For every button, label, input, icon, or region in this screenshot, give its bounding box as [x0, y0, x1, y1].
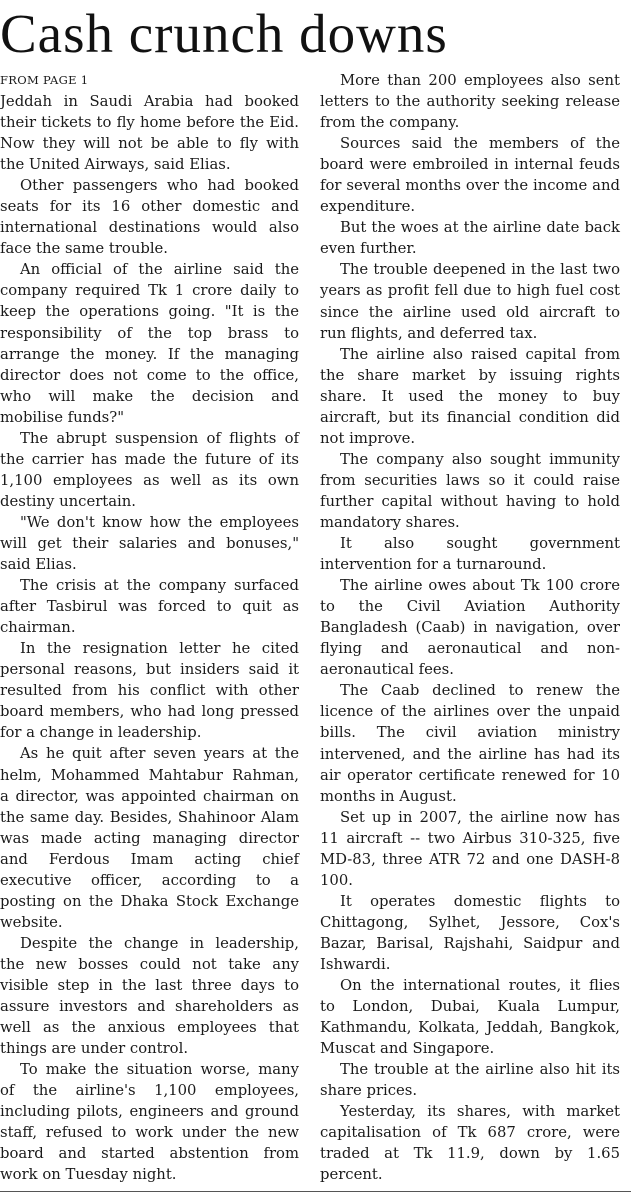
paragraph: It operates domestic flights to Chittagong, Sylhet, Jessore, Cox's Bazar, Barisal, Rajshahi, Saidpur and Ishwardi.: [320, 892, 620, 973]
paragraph: Sources said the members of the board were embroiled in internal feuds for several months over the income and expenditure.: [320, 135, 620, 216]
paragraph: It also sought government intervention for a turnaround.: [320, 535, 620, 574]
paragraph: Set up in 2007, the airline now has 11 aircraft -- two Airbus 310-325, five MD-83, three ATR 72 and one DASH-8 100.: [320, 808, 620, 889]
paragraph: The airline owes about Tk 100 crore to the Civil Aviation Authority Bangladesh (Caab) in navigation, over flying and aeronautical and non-aeronautical fees.: [320, 577, 620, 679]
continuation-kicker: FROM PAGE 1: [0, 73, 89, 87]
paragraph: Yesterday, its shares, with market capitalisation of Tk 687 crore, were traded at Tk 11.9, down by 1.65 percent.: [320, 1103, 620, 1184]
paragraph: The airline also raised capital from the share market by issuing rights share. It used the money to buy aircraft, but its financial condition did not improve.: [320, 345, 620, 447]
paragraph: "We don't know how the employees will get their salaries and bonuses," said Elias.: [0, 513, 299, 574]
paragraph: To make the situation worse, many of the airline's 1,100 employees, including pilots, engineers and ground staff, refused to work under the new board and started abstention from work on Tuesday night.: [0, 1061, 299, 1184]
paragraph: The crisis at the company surfaced after Tasbirul was forced to quit as chairman.: [0, 577, 299, 637]
paragraph: The trouble deepened in the last two years as profit fell due to high fuel cost since the airline used old aircraft to run flights, and deferred tax.: [320, 261, 620, 342]
paragraph: Jeddah in Saudi Arabia had booked their tickets to fly home before the Eid. Now they will not be able to fly with the United Airways, said Elias.: [0, 93, 299, 174]
paragraph: More than 200 employees also sent letters to the authority seeking release from the company.: [320, 72, 620, 132]
paragraph: The company also sought immunity from securities laws so it could raise further capital without having to hold mandatory shares.: [320, 450, 620, 531]
paragraph: An official of the airline said the company required Tk 1 crore daily to keep the operations going. "It is the responsibility of the top brass to arrange the money. If the managing director does not come to the office, who will make the decision and mobilise funds?": [0, 261, 299, 426]
paragraph: The Caab declined to renew the licence of the airlines over the unpaid bills. The civil aviation ministry intervened, and the airline has had its air operator certificate renewed for 10 months in August.: [320, 682, 620, 805]
paragraph: In the resignation letter he cited personal reasons, but insiders said it resulted from his conflict with other board members, who had long pressed for a change in leadership.: [0, 640, 299, 742]
paragraph: Other passengers who had booked seats for its 16 other domestic and international destinations would also face the same trouble.: [0, 177, 299, 258]
paragraph: The abrupt suspension of flights of the carrier has made the future of its 1,100 employees as well as its own destiny uncertain.: [0, 429, 299, 510]
paragraph: As he quit after seven years at the helm, Mohammed Mahtabur Rahman, a director, was appointed chairman on the same day. Besides, Shahinoor Alam was made acting managing director and Ferdous Imam acting chief executive officer, according to a posting on the Dhaka Stock Exchange website.: [0, 745, 299, 931]
paragraph: But the woes at the airline date back even further.: [320, 219, 620, 258]
article-headline: Cash crunch downs: [0, 3, 448, 64]
bottom-divider: [0, 1191, 631, 1192]
right-column: [320, 70, 620, 1185]
left-column: [0, 70, 299, 1185]
paragraph: On the international routes, it flies to London, Dubai, Kuala Lumpur, Kathmandu, Kolkata, Jeddah, Bangkok, Muscat and Singapore.: [320, 977, 620, 1058]
paragraph: The trouble at the airline also hit its share prices.: [320, 1061, 620, 1100]
paragraph: Despite the change in leadership, the new bosses could not take any visible step in the last three days to assure investors and shareholders as well as the anxious employees that things are under control.: [0, 934, 299, 1058]
